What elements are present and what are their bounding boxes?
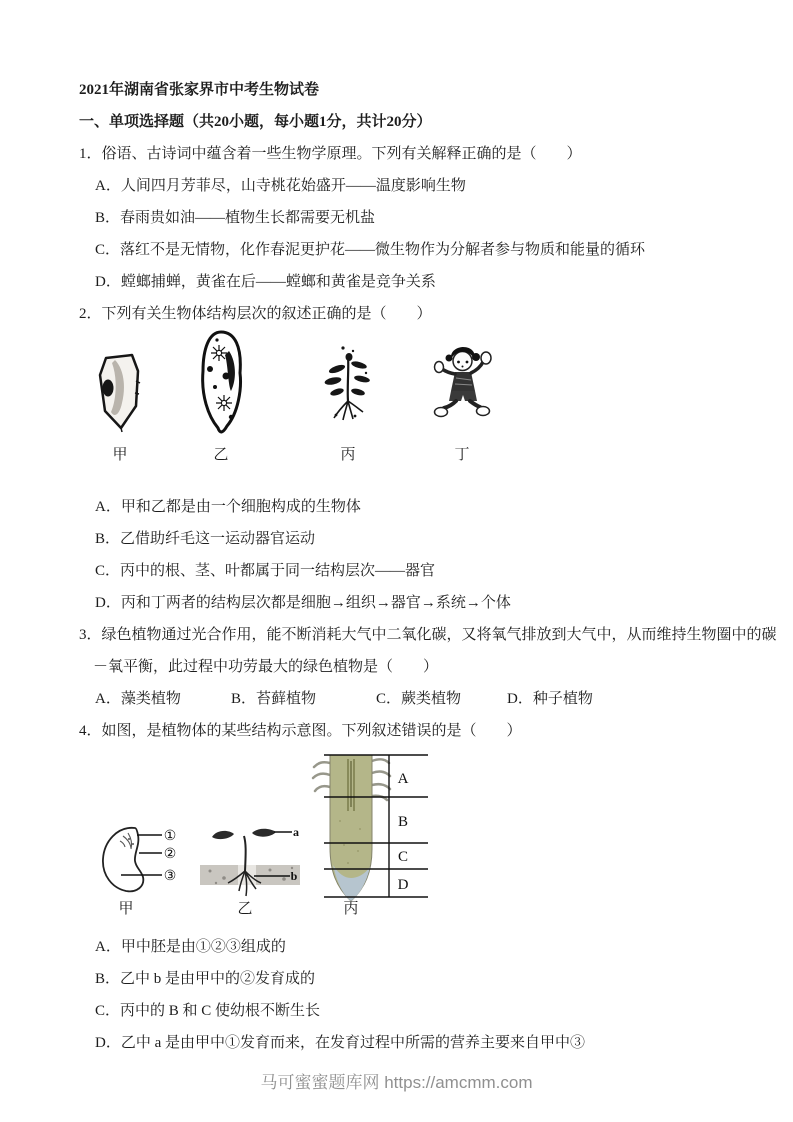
seedling-illustration <box>200 821 300 901</box>
section-heading: 一、单项选择题（共20小题，每小题1分，共计20分） <box>79 114 432 130</box>
seedling-label-b: b <box>290 869 298 883</box>
plant-illustration <box>322 343 374 427</box>
question-4-stem: 4．如图，是植物体的某些结构示意图。下列叙述错误的是（ ） <box>79 723 522 739</box>
question-1-option-c: C．落红不是无情物，化作春泥更护花——微生物作为分解者参与物质和能量的循环 <box>95 242 646 258</box>
seed-callout-3: ③ <box>163 869 177 884</box>
seed-callout-1: ① <box>163 829 177 844</box>
question-4-option-b: B．乙中 b 是由甲中的②发育成的 <box>95 971 316 987</box>
child-illustration <box>430 345 494 431</box>
seed-callout-2: ② <box>163 847 177 862</box>
question-1-stem: 1．俗语、古诗词中蕴含着一些生物学原理。下列有关解释正确的是（ ） <box>79 146 582 162</box>
figure2-label-yi: 乙 <box>213 447 229 463</box>
question-3-option-d: D．种子植物 <box>507 691 593 707</box>
root-zone-c: C <box>397 849 409 865</box>
question-2-stem: 2．下列有关生物体结构层次的叙述正确的是（ ） <box>79 306 432 322</box>
seed-illustration <box>95 823 185 895</box>
question-2-option-d: D．丙和丁两者的结构层次都是细胞→组织→器官→系统→个体 <box>95 595 511 611</box>
question-1-option-b: B．春雨贵如油——植物生长都需要无机盐 <box>95 210 376 226</box>
question-2-option-c: C．丙中的根、茎、叶都属于同一结构层次——器官 <box>95 563 436 579</box>
question-3-options <box>79 691 751 707</box>
question-3-stem-line2: －氧平衡，此过程中功劳最大的绿色植物是（ ） <box>93 659 439 675</box>
figure2-label-bing: 丙 <box>340 447 356 463</box>
question-1-option-a: A．人间四月芳菲尽，山寺桃花始盛开——温度影响生物 <box>95 178 466 194</box>
question-4-option-d: D．乙中 a 是由甲中①发育而来，在发育过程中所需的营养主要来自甲中③ <box>95 1035 585 1051</box>
root-tip-illustration <box>310 751 432 913</box>
figure4-label-yi: 乙 <box>237 901 253 917</box>
root-zone-a: A <box>397 771 409 787</box>
question-3-option-c: C．蕨类植物 <box>376 691 462 707</box>
question-4-option-a: A．甲中胚是由①②③组成的 <box>95 939 286 955</box>
figure2-label-ding: 丁 <box>454 447 470 463</box>
paramecium-illustration <box>195 329 247 437</box>
figure2-label-jia: 甲 <box>112 447 128 463</box>
question-3-option-a: A．藻类植物 <box>95 691 181 707</box>
root-zone-b: B <box>397 814 409 830</box>
root-zone-d: D <box>397 877 409 893</box>
question-2-option-a: A．甲和乙都是由一个细胞构成的生物体 <box>95 499 361 515</box>
question-3-option-b: B．苔藓植物 <box>231 691 317 707</box>
seedling-label-a: a <box>293 825 299 839</box>
figure4-label-bing: 丙 <box>343 901 359 917</box>
question-4-option-c: C．丙中的 B 和 C 使幼根不断生长 <box>95 1003 321 1019</box>
question-2-option-b: B．乙借助纤毛这一运动器官运动 <box>95 531 316 547</box>
question-1-option-d: D．螳螂捕蝉，黄雀在后——螳螂和黄雀是竞争关系 <box>95 274 436 290</box>
question-3-stem-line1: 3．绿色植物通过光合作用，能不断消耗大气中二氧化碳，又将氧气排放到大气中，从而维持生物圈中的碳 <box>79 627 777 643</box>
cell-illustration <box>95 351 145 433</box>
site-footer: 马可蜜蜜题库网 https://amcmm.com <box>260 1073 533 1092</box>
question-4-figure <box>79 751 751 919</box>
page-title: 2021年湖南省张家界市中考生物试卷 <box>79 82 320 98</box>
figure4-label-jia: 甲 <box>118 901 134 917</box>
question-2-figure <box>79 329 751 469</box>
exam-content <box>79 82 777 1067</box>
